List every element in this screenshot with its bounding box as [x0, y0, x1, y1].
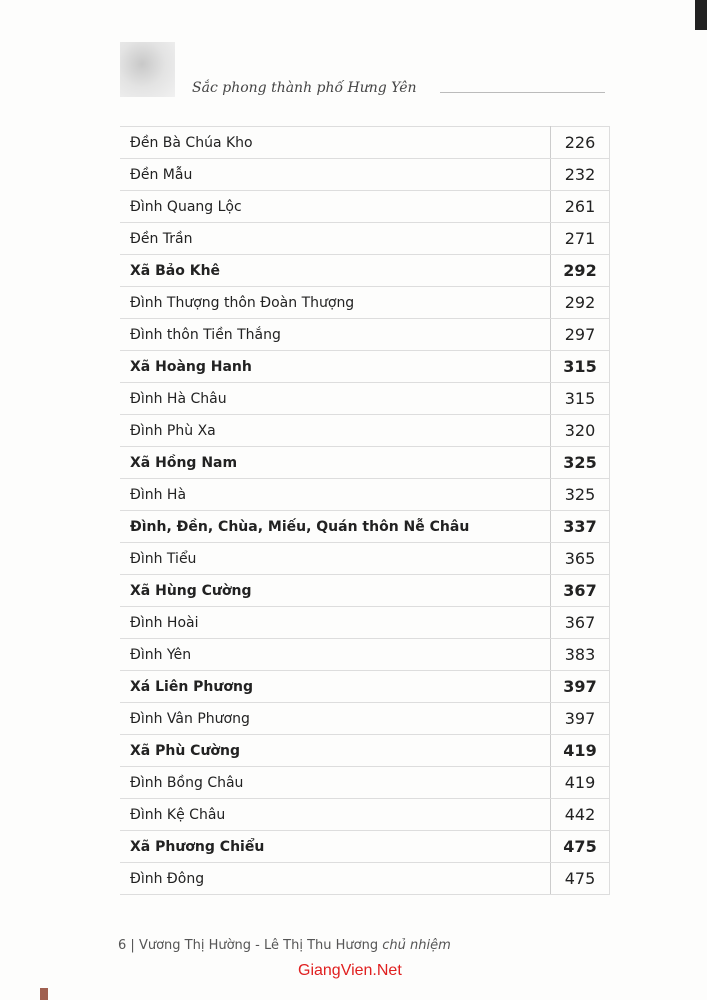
table-row [120, 639, 610, 671]
entry-page: 475 [551, 863, 610, 895]
entry-page: 315 [551, 351, 610, 383]
contents-table [120, 126, 610, 895]
entry-label: Đền Mẫu [120, 159, 551, 191]
table-row [120, 287, 610, 319]
table-row [120, 223, 610, 255]
entry-page: 292 [551, 287, 610, 319]
table-row [120, 319, 610, 351]
entry-label: Xã Hoàng Hanh [120, 351, 551, 383]
table-row [120, 383, 610, 415]
entry-label: Xã Hồng Nam [120, 447, 551, 479]
table-row [120, 575, 610, 607]
table-row [120, 415, 610, 447]
entry-label: Đình thôn Tiền Thắng [120, 319, 551, 351]
table-row [120, 351, 610, 383]
entry-label: Đình Hoài [120, 607, 551, 639]
table-row [120, 607, 610, 639]
entry-label: Xá Liên Phương [120, 671, 551, 703]
entry-label: Đình Hà [120, 479, 551, 511]
ornament-image [120, 42, 175, 97]
table-row [120, 735, 610, 767]
table-row [120, 511, 610, 543]
entry-label: Đình Yên [120, 639, 551, 671]
watermark: GiangVien.Net [298, 962, 402, 979]
entry-label: Đình Tiểu [120, 543, 551, 575]
entry-label: Đình Quang Lộc [120, 191, 551, 223]
table-row [120, 831, 610, 863]
scan-edge [40, 988, 48, 1000]
entry-page: 383 [551, 639, 610, 671]
table-row [120, 543, 610, 575]
entry-page: 325 [551, 447, 610, 479]
entry-page: 226 [551, 127, 610, 159]
entry-page: 419 [551, 735, 610, 767]
entry-label: Xã Phù Cường [120, 735, 551, 767]
running-title: Sắc phong thành phố Hưng Yên [192, 80, 417, 96]
entry-page: 232 [551, 159, 610, 191]
entry-page: 365 [551, 543, 610, 575]
table-row [120, 191, 610, 223]
table-row [120, 159, 610, 191]
entry-page: 292 [551, 255, 610, 287]
entry-label: Xã Phương Chiểu [120, 831, 551, 863]
entry-page: 261 [551, 191, 610, 223]
entry-label: Đình, Đền, Chùa, Miếu, Quán thôn Nễ Châu [120, 511, 551, 543]
entry-label: Đền Bà Chúa Kho [120, 127, 551, 159]
table-row [120, 799, 610, 831]
footer-separator: | [130, 938, 135, 953]
entry-page: 271 [551, 223, 610, 255]
entry-page: 397 [551, 703, 610, 735]
footer-authors: Vương Thị Hường - Lê Thị Thu Hương [138, 938, 379, 953]
header-rule [440, 92, 605, 93]
table-row [120, 671, 610, 703]
entry-label: Đình Kệ Châu [120, 799, 551, 831]
page-number: 6 [118, 938, 127, 953]
entry-page: 367 [551, 607, 610, 639]
entry-page: 419 [551, 767, 610, 799]
entry-label: Đình Đông [120, 863, 551, 895]
entry-page: 475 [551, 831, 610, 863]
entry-label: Đền Trần [120, 223, 551, 255]
entry-label: Đình Phù Xa [120, 415, 551, 447]
table-row [120, 255, 610, 287]
entry-page: 315 [551, 383, 610, 415]
scan-edge [695, 0, 707, 30]
table-row [120, 479, 610, 511]
table-row [120, 703, 610, 735]
table-row [120, 127, 610, 159]
entry-page: 337 [551, 511, 610, 543]
table-row [120, 447, 610, 479]
footer [118, 938, 451, 954]
entry-page: 320 [551, 415, 610, 447]
entry-label: Xã Hùng Cường [120, 575, 551, 607]
entry-label: Đình Bồng Châu [120, 767, 551, 799]
entry-label: Đình Hà Châu [120, 383, 551, 415]
entry-page: 367 [551, 575, 610, 607]
entry-label: Đình Vân Phương [120, 703, 551, 735]
entry-page: 297 [551, 319, 610, 351]
entry-page: 397 [551, 671, 610, 703]
entry-label: Xã Bảo Khê [120, 255, 551, 287]
entry-label: Đình Thượng thôn Đoàn Thượng [120, 287, 551, 319]
table-row [120, 767, 610, 799]
entry-page: 442 [551, 799, 610, 831]
entry-page: 325 [551, 479, 610, 511]
footer-role: chủ nhiệm [382, 938, 451, 953]
table-row [120, 863, 610, 895]
